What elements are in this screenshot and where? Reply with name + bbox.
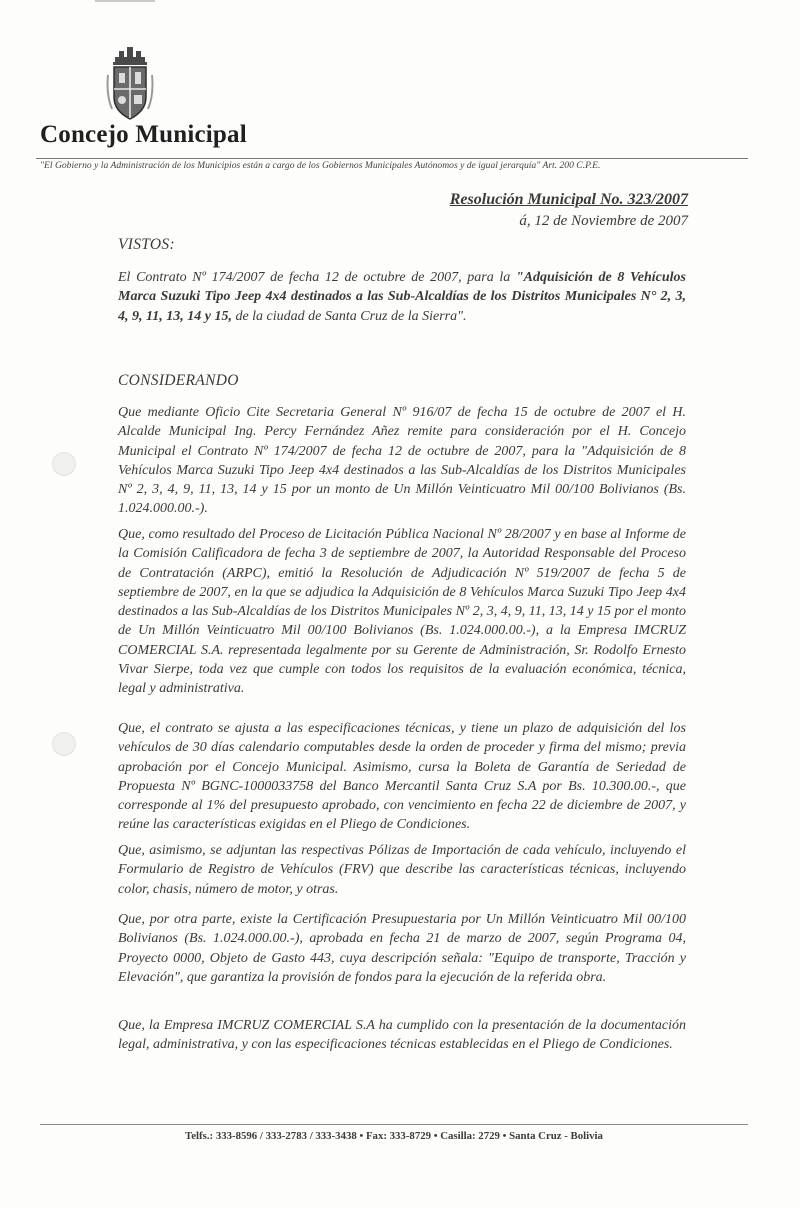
vistos-text-contract-object: "Adquisición de 8 Vehículos Marca Suzuki Tipo Jeep 4x4 destinados a las Sub-Alcaldías de los Distritos Municipales N° 2, 3, 4, 9, 11, 13, 14 y 15, [118,270,686,324]
vistos-text-intro: El Contrato Nº 174/2007 de fecha 12 de octubre de 2007, para la [118,270,516,285]
considerando-paragraph-3: Que, el contrato se ajusta a las especificaciones técnicas, y tiene un plazo de adquisición del los vehículos de 30 días calendario computables desde la orden de proceder y firma del mismo; previa aprobación por el Concejo Municipal. Asimismo, cursa la Boleta de Garantía de Seriedad de Propuesta Nº BGNC-1000033758 del Banco Mercantil Santa Cruz S.A por Bs. 10.300.00.-, que corresponde al 1% del presupuesto aprobado, con vencimiento en fecha 22 de diciembre de 2007, y reúne las características exigidas en el Pliego de Condiciones. [118,721,686,833]
considerando-paragraph-1: Que mediante Oficio Cite Secretaria General Nº 916/07 de fecha 15 de octubre de 2007 el H. Alcalde Municipal Ing. Percy Fernández Añez remite para consideración por el H. Concejo Municipal el Contrato Nº 174/2007 de fecha 12 de octubre de 2007, para la "Adquisición de 8 Vehículos Marca Suzuki Tipo Jeep 4x4 destinados a las Sub-Alcaldías de los Distritos Municipales Nº 2, 3, 4, 9, 11, 13, 14 y 15 por un monto de Un Millón Veinticuatro Mil 00/100 Bolivianos (Bs. 1.024.000.00.-). [118,405,686,517]
considerando-paragraph-2: Que, como resultado del Proceso de Licitación Pública Nacional Nº 28/2007 y en base al Informe de la Comisión Calificadora de fecha 3 de septiembre de 2007, la Autoridad Responsable del Proceso de Contratación (ARPC), emitió la Resolución de Adjudicación Nº 519/2007 de fecha 5 de septiembre de 2007, en la que se adjudica la Adquisición de 8 Vehículos Marca Suzuki Tipo Jeep 4x4 destinados a las Sub-Alcaldías de los Distritos Municipales Nº 2, 3, 4, 9, 11, 13, 14 y 15 por el monto de Un Millón Veinticuatro Mil 00/100 Bolivianos (Bs. 1.024.000.00.-), a la Empresa IMCRUZ COMERCIAL S.A. representada legalmente por su Gerente de Administración, Sr. Rodolfo Ernesto Vivar Sierpe, toda vez que cumple con todos los requisitos de la evaluación económica, técnica, legal y administrativa. [118,527,686,697]
considerando-paragraph-6: Que, la Empresa IMCRUZ COMERCIAL S.A ha cumplido con la presentación de la documentación legal, administrativa, y con las especificaciones técnicas establecidas en el Pliego de Condiciones. [118,1018,686,1053]
vistos-heading: VISTOS: [118,236,175,253]
punch-hole-upper [52,452,76,476]
considerando-paragraph-5: Que, por otra parte, existe la Certificación Presupuestaria por Un Millón Veinticuatro Mil 00/100 Bolivianos (Bs. 1.024.000.00.-), aprobada en fecha 21 de marzo de 2007, según Programa 04, Proyecto 0000, Objeto de Gasto 443, cuya descripción señala: "Equipo de transporte, Tracción y Elevación", que garantiza la provisión de fondos para la ejecución de la referida obra. [118,912,686,985]
vistos-paragraph [118,268,686,326]
punch-hole-lower [52,732,76,756]
footer-contact: Telfs.: 333-8596 / 333-2783 / 333-3438 • Fax: 333-8729 • Casilla: 2729 • Santa Cruz - Bolivia [185,1130,603,1142]
constitution-motto: "El Gobierno y la Administración de los Municipios están a cargo de los Gobiernos Municipales Autónomos y de igual jerarquía" Art. 200 C.P.E. [40,160,601,171]
considerando-heading: CONSIDERANDO [118,372,239,389]
considerando-paragraph-4: Que, asimismo, se adjuntan las respectivas Pólizas de Importación de cada vehículo, incluyendo el Formulario de Registro de Vehículos (FRV) que describe las características técnicas, incluyendo color, chasis, número de motor, y otras. [118,843,686,897]
footer-divider [40,1124,748,1125]
resolution-number: Resolución Municipal No. 323/2007 [449,191,688,208]
council-title: Concejo Municipal [40,121,247,148]
coat-of-arms-icon [105,45,155,127]
header-divider [36,158,748,159]
vistos-text-city: de la ciudad de Santa Cruz de la Sierra". [231,308,467,324]
resolution-date: á, 12 de Noviembre de 2007 [519,213,688,229]
scan-smudge [95,0,155,2]
